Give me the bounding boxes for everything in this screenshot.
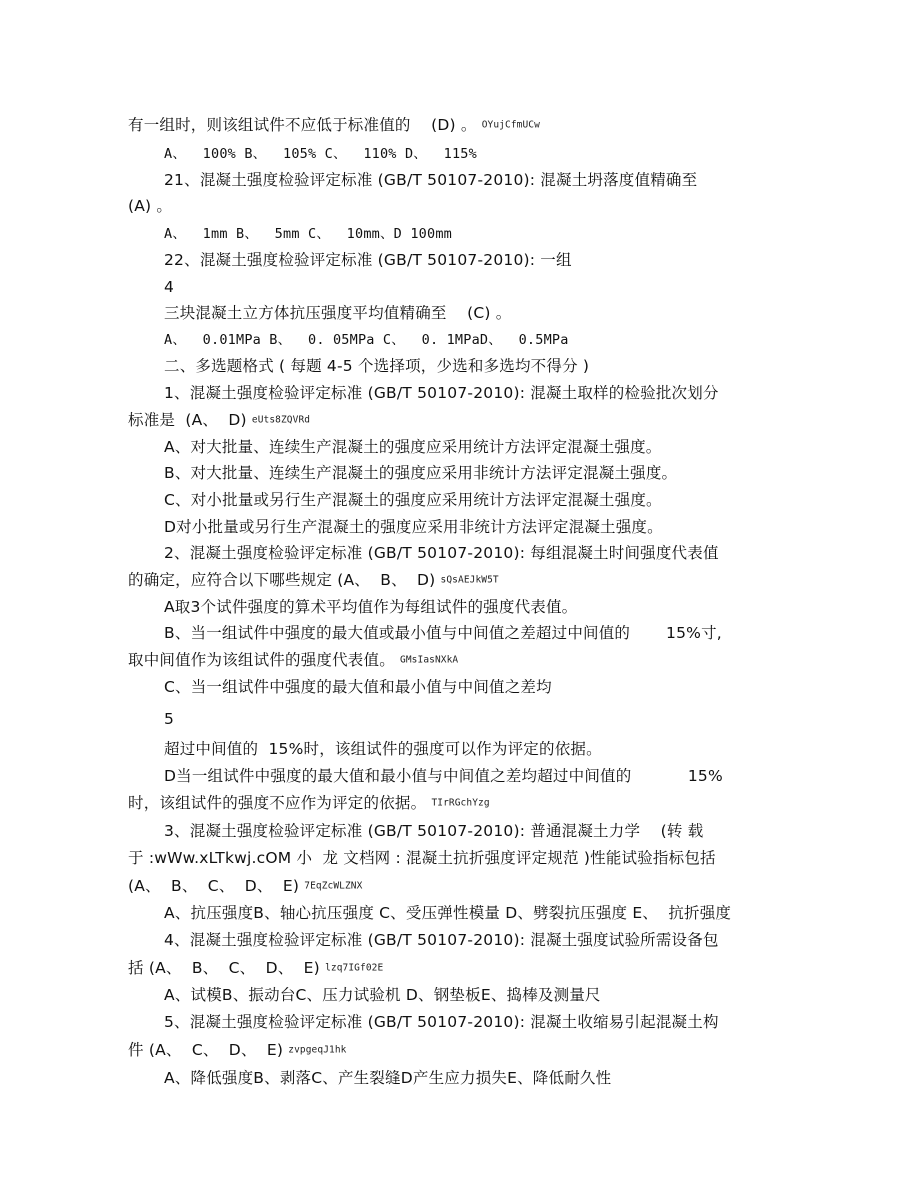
text-line-21 [128, 650, 458, 671]
text-line-1 [128, 115, 540, 136]
line-11-text: 1、混凝土强度检验评定标准 (GB/T 50107-2010): 混凝土取样的检验批次划分 [164, 384, 719, 402]
line-32-code: lzq7IGf02E [325, 962, 384, 974]
line-9-text: A、 0.01MPa B、 0. 05MPa C、 0. 1MPaD、 0.5MPa [164, 332, 569, 348]
line-25-text: D当一组试件中强度的最大值和最小值与中间值之差均超过中间值的 15% [164, 767, 723, 785]
line-31-text: 4、混凝土强度检验评定标准 (GB/T 50107-2010): 混凝土强度试验所需设备包 [164, 931, 719, 949]
text-line-5 [164, 224, 452, 244]
text-line-16 [164, 517, 663, 537]
text-line-10 [164, 356, 589, 376]
text-line-32 [128, 958, 383, 979]
line-20-text: B、当一组试件中强度的最大值或最小值与中间值之差超过中间值的 15%寸, [164, 624, 722, 642]
line-21-text: 取中间值作为该组试件的强度代表值。 [128, 651, 395, 669]
line-35-text: 件 (A、 C、 D、 E) [128, 1041, 284, 1059]
text-line-33 [164, 985, 601, 1005]
text-line-24 [164, 739, 602, 759]
text-line-17 [164, 543, 719, 563]
line-34-text: 5、混凝土强度检验评定标准 (GB/T 50107-2010): 混凝土收缩易引起混凝土构 [164, 1013, 719, 1031]
text-line-22 [164, 677, 552, 697]
line-29-code: 7EqZcWLZNX [304, 880, 363, 892]
line-27-text: 3、混凝土强度检验评定标准 (GB/T 50107-2010): 普通混凝土力学 (转 载 [164, 822, 704, 840]
line-26-text: 时，该组试件的强度不应作为评定的依据。 [128, 794, 427, 812]
line-22-text: C、当一组试件中强度的最大值和最小值与中间值之差均 [164, 678, 552, 696]
text-line-12 [128, 410, 310, 431]
text-line-28 [128, 848, 716, 868]
line-18-text: 的确定，应符合以下哪些规定 (A、 B、 D) [128, 571, 436, 589]
line-32-text: 括 (A、 B、 C、 D、 E) [128, 959, 320, 977]
line-16-text: D对小批量或另行生产混凝土的强度应采用非统计方法评定混凝土强度。 [164, 518, 663, 536]
line-3-text: 21、混凝土强度检验评定标准 (GB/T 50107-2010): 混凝土坍落度值精确至 [164, 171, 698, 189]
line-13-text: A、对大批量、连续生产混凝土的强度应采用统计方法评定混凝土强度。 [164, 438, 662, 456]
line-23-text: 5 [164, 710, 175, 728]
text-line-30 [164, 903, 731, 923]
line-12-code: eUts8ZQVRd [251, 414, 311, 426]
line-14-text: B、对大批量、连续生产混凝土的强度应采用非统计方法评定混凝土强度。 [164, 464, 678, 482]
text-line-27 [164, 821, 703, 841]
line-33-text: A、试模B、振动台C、压力试验机 D、钢垫板E、捣棒及测量尺 [164, 986, 601, 1004]
line-8-text: 三块混凝土立方体抗压强度平均值精确至 (C) 。 [164, 304, 512, 322]
text-line-34 [164, 1012, 719, 1032]
line-26-code: TIrRGchYzg [431, 797, 490, 809]
line-35-code: zvpgeqJ1hk [288, 1044, 347, 1056]
text-line-31 [164, 930, 719, 950]
text-line-29 [128, 876, 362, 897]
text-line-35 [128, 1040, 346, 1061]
text-line-20 [164, 623, 722, 643]
line-7-text: 4 [164, 278, 175, 296]
line-28-text: 于 :wWw.xLTkwj.cOM 小 龙 文档网 : 混凝土抗折强度评定规范 )性能试验指标包括 [128, 849, 716, 867]
line-15-text: C、对小批量或另行生产混凝土的强度应采用统计方法评定混凝土强度。 [164, 491, 662, 509]
text-line-9 [164, 330, 569, 350]
text-line-8 [164, 303, 511, 323]
text-line-26 [128, 793, 490, 814]
text-line-15 [164, 490, 662, 510]
text-line-2 [164, 144, 477, 164]
line-17-text: 2、混凝土强度检验评定标准 (GB/T 50107-2010): 每组混凝土时间强度代表值 [164, 544, 719, 562]
text-line-25 [164, 766, 723, 786]
line-10-text: 二、多选题格式 ( 每题 4-5 个选择项，少选和多选均不得分 ) [164, 357, 590, 375]
line-30-text: A、抗压强度B、轴心抗压强度 C、受压弹性模量 D、劈裂抗压强度 E、 抗折强度 [164, 904, 732, 922]
line-6-text: 22、混凝土强度检验评定标准 (GB/T 50107-2010): 一组 [164, 251, 572, 269]
text-line-14 [164, 463, 677, 483]
line-1-text: 有一组时，则该组试件不应低于标准值的 (D) 。 [128, 116, 477, 134]
line-36-text: A、降低强度B、剥落C、产生裂缝D产生应力损失E、降低耐久性 [164, 1069, 612, 1087]
line-19-text: A取3个试件强度的算术平均值作为每组试件的强度代表值。 [164, 598, 578, 616]
text-line-11 [164, 383, 719, 403]
line-24-text: 超过中间值的 15%时，该组试件的强度可以作为评定的依据。 [164, 740, 602, 758]
line-18-code: sQsAEJkW5T [440, 574, 499, 586]
line-29-text: (A、 B、 C、 D、 E) [128, 877, 300, 895]
text-line-13 [164, 437, 662, 457]
text-line-4 [128, 196, 172, 216]
line-2-text: A、 100% B、 105% C、 110% D、 115% [164, 146, 477, 162]
line-1-code: OYujCfmUCw [481, 119, 540, 131]
text-line-3 [164, 170, 697, 190]
text-line-6 [164, 250, 572, 270]
line-5-text: A、 1mm B、 5mm C、 10mm、D 100mm [164, 226, 452, 242]
text-line-7 [164, 277, 174, 297]
text-line-18 [128, 570, 499, 591]
text-line-23 [164, 709, 174, 729]
text-line-19 [164, 597, 577, 617]
line-12-text: 标准是 (A、 D) [128, 411, 247, 429]
line-21-code: GMsIasNXkA [400, 654, 459, 666]
text-line-36 [164, 1068, 611, 1088]
line-4-text: (A) 。 [128, 197, 173, 215]
